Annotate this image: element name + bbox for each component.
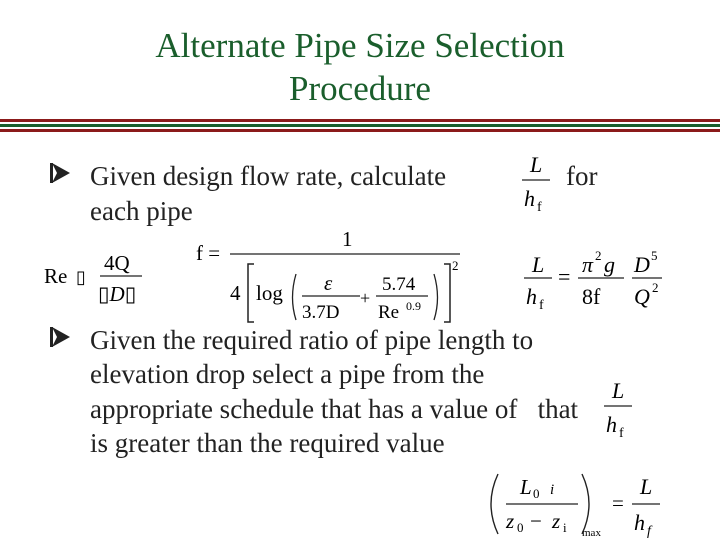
svg-text:log: log (256, 281, 283, 305)
head-ratio-equation (520, 244, 670, 312)
reynolds-equation (42, 246, 152, 308)
svg-text:L: L (530, 152, 543, 177)
svg-text:f: f (619, 426, 624, 441)
svg-text:=: = (612, 491, 624, 515)
svg-text:+: + (360, 288, 371, 308)
svg-text:4Q: 4Q (104, 251, 130, 275)
bullet-2-line-1 (50, 325, 533, 356)
svg-text:5: 5 (651, 248, 658, 263)
svg-text:=: = (558, 264, 571, 289)
divider-green (0, 124, 720, 127)
svg-text:L: L (520, 475, 532, 499)
svg-text:0: 0 (533, 486, 540, 501)
arrow-bullet-icon (50, 161, 90, 192)
svg-text:−: − (530, 509, 542, 533)
svg-text:D: D (634, 252, 650, 277)
svg-text:i: i (550, 482, 555, 498)
svg-text:h: h (606, 412, 617, 437)
svg-text:L: L (612, 378, 625, 403)
svg-text:▯: ▯ (76, 267, 86, 287)
bullet-1-text: Given design flow rate, calculate (90, 161, 447, 191)
divider-red-top (0, 119, 720, 122)
bullet-2-text: Given the required ratio of pipe length to (90, 325, 534, 355)
svg-text:z: z (506, 509, 515, 533)
bullet-2-line-3: appropriate schedule that has a value of that (90, 394, 579, 424)
svg-text:f =: f = (196, 241, 221, 265)
title-line-1: Alternate Pipe Size Selection (155, 26, 565, 65)
svg-text:5.74: 5.74 (382, 274, 416, 295)
svg-text:f: f (647, 524, 651, 538)
svg-text:z: z (552, 509, 561, 533)
svg-text:max: max (582, 527, 601, 538)
svg-text:4: 4 (230, 281, 241, 305)
svg-text:Q: Q (634, 284, 650, 309)
svg-text:h: h (634, 510, 645, 535)
svg-text:8f: 8f (582, 284, 601, 309)
svg-text:0: 0 (517, 520, 524, 535)
title-divider (0, 119, 720, 133)
schedule-selection-equation (482, 466, 672, 538)
friction-factor-equation (192, 228, 467, 328)
svg-text:0.9: 0.9 (406, 299, 421, 313)
svg-text:ε: ε (324, 271, 333, 295)
svg-text:L: L (640, 474, 653, 499)
svg-text:2: 2 (452, 258, 459, 273)
bullet-1-line-2: each pipe (90, 196, 193, 226)
svg-text:f: f (539, 298, 544, 312)
svg-text:2: 2 (652, 280, 659, 295)
svg-text:f: f (537, 200, 542, 215)
svg-text:3.7D: 3.7D (302, 302, 340, 323)
divider-red-bottom (0, 129, 720, 132)
ratio-L-over-hf (518, 148, 558, 218)
slide-title (0, 24, 720, 110)
svg-text:Re: Re (44, 264, 68, 288)
arrow-bullet-icon (50, 325, 90, 356)
svg-text:h: h (524, 186, 535, 211)
svg-text:1: 1 (342, 228, 353, 251)
svg-text:π: π (582, 252, 594, 277)
svg-text:Re: Re (378, 302, 400, 323)
title-line-2: Procedure (289, 69, 431, 108)
bullet-2-line-2: elevation drop select a pipe from the (90, 359, 485, 389)
svg-text:2: 2 (595, 248, 602, 263)
ratio-L-over-hf-2 (602, 376, 636, 442)
bullet-1-for: for (566, 161, 598, 191)
bullet-1-line-1 (50, 161, 446, 192)
bullet-2-line-4: is greater than the required value (90, 428, 445, 458)
svg-text:▯D▯: ▯D▯ (98, 282, 137, 306)
svg-text:L: L (532, 252, 545, 277)
svg-text:i: i (563, 520, 567, 535)
svg-text:g: g (604, 252, 615, 277)
svg-text:h: h (526, 284, 537, 309)
